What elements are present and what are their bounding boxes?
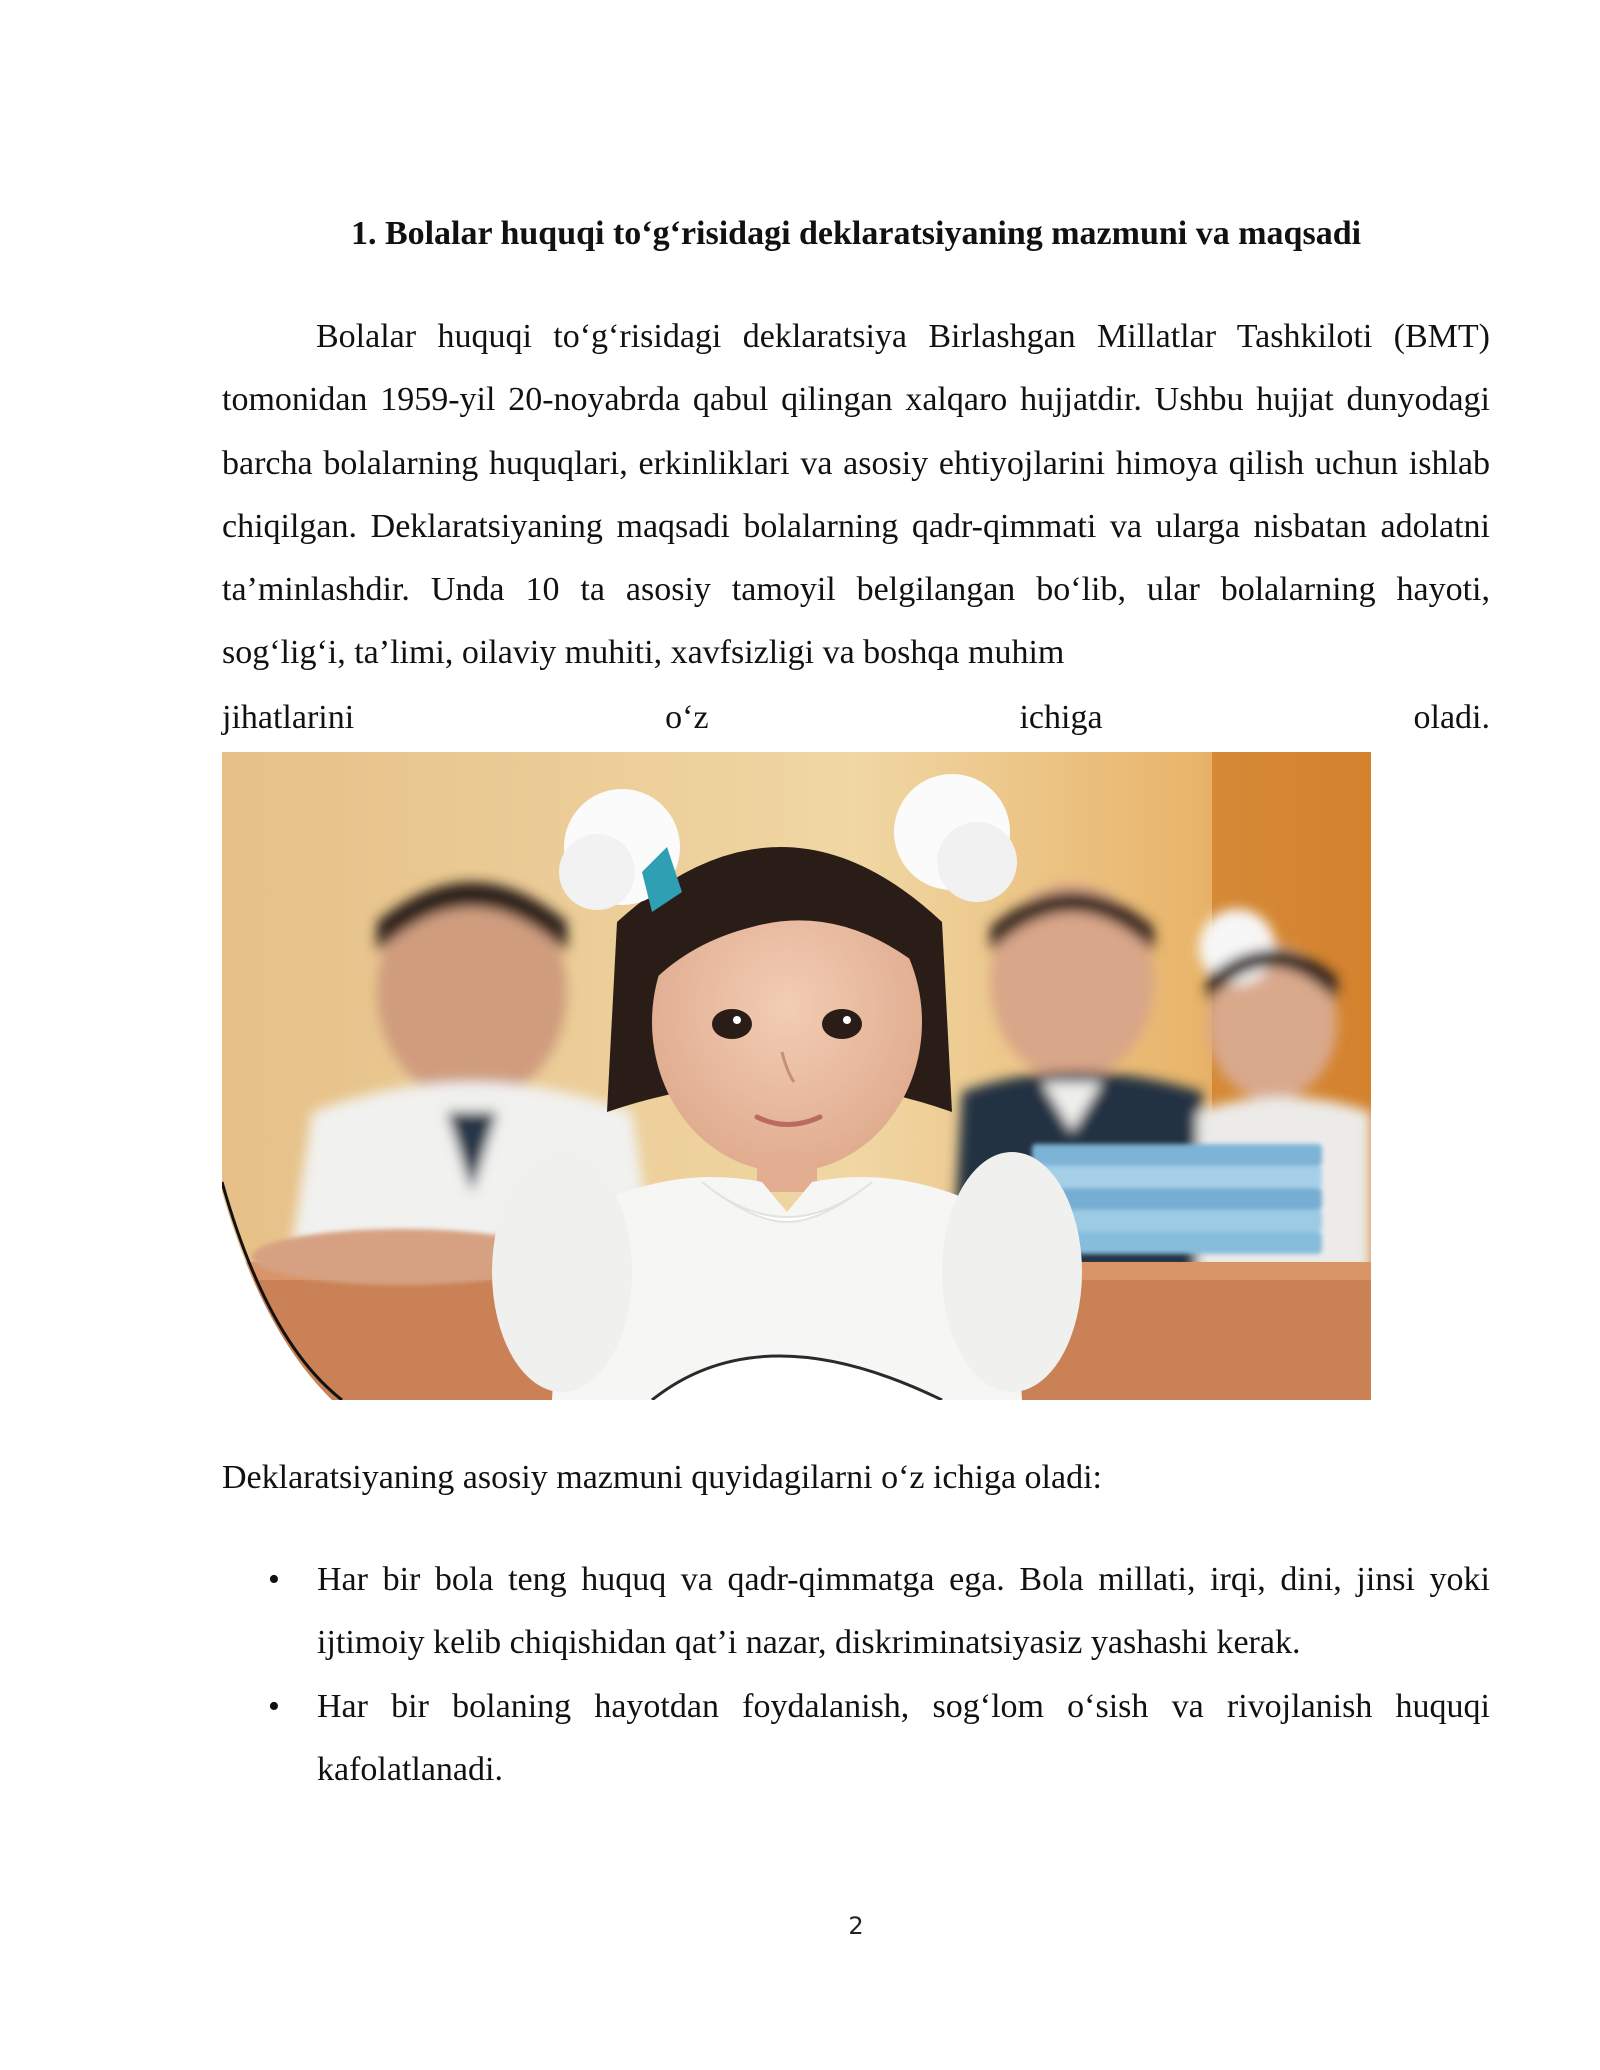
classroom-photo-illustration bbox=[222, 752, 1371, 1400]
bullet-item bbox=[222, 1548, 1490, 1675]
page-number: 2 bbox=[848, 1912, 864, 1940]
bullet-item bbox=[222, 1675, 1490, 1802]
content-intro: Deklaratsiyaning asosiy mazmuni quyidagilarni o‘z ichiga oladi: bbox=[222, 1459, 1102, 1496]
last-line-word: jihatlarini bbox=[222, 699, 355, 736]
last-line-word: ichiga bbox=[1019, 699, 1103, 736]
classroom-photo bbox=[222, 752, 1371, 1400]
paragraph-last-line bbox=[222, 686, 1490, 749]
intro-paragraph: Bolalar huquqi to‘g‘risidagi deklaratsiya Birlashgan Millatlar Tashkiloti (BMT) tomonidan 1959-yil 20-noyabrda qabul qilingan xalqaro hujjatdir. Ushbu hujjat dunyodagi barcha bolalarning huquqlari, erkinliklari va asosiy ehtiyojlarini himoya qilish uchun ishlab chiqilgan. Deklaratsiyaning maqsadi bolalarning qadr-qimmati va ularga nisbatan adolatni ta’minlashdir. Unda 10 ta asosiy tamoyil belgilangan bo‘lib, ular bolalarning hayoti, sog‘lig‘i, ta’limi, oilaviy muhiti, xavfsizligi va boshqa muhim bbox=[222, 318, 1490, 672]
content-bullet-list bbox=[222, 1548, 1490, 1801]
bullet-dot: • bbox=[268, 1561, 280, 1598]
section-heading: 1. Bolalar huquqi to‘g‘risidagi deklaratsiyaning mazmuni va maqsadi bbox=[350, 215, 1362, 252]
last-line-word: oladi. bbox=[1413, 699, 1490, 736]
bullet-text: Har bir bolaning hayotdan foydalanish, sog‘lom o‘sish va rivojlanish huquqi kafolatlanadi. bbox=[317, 1687, 1490, 1788]
bullet-dot: • bbox=[268, 1687, 280, 1725]
last-line-word: o‘z bbox=[665, 699, 709, 736]
bullet-text: Har bir bola teng huquq va qadr-qimmatga ega. Bola millati, irqi, dini, jinsi yoki ijtimoiy kelib chiqishidan qat’i nazar, diskriminatsiyasiz yashashi kerak. bbox=[317, 1561, 1490, 1662]
